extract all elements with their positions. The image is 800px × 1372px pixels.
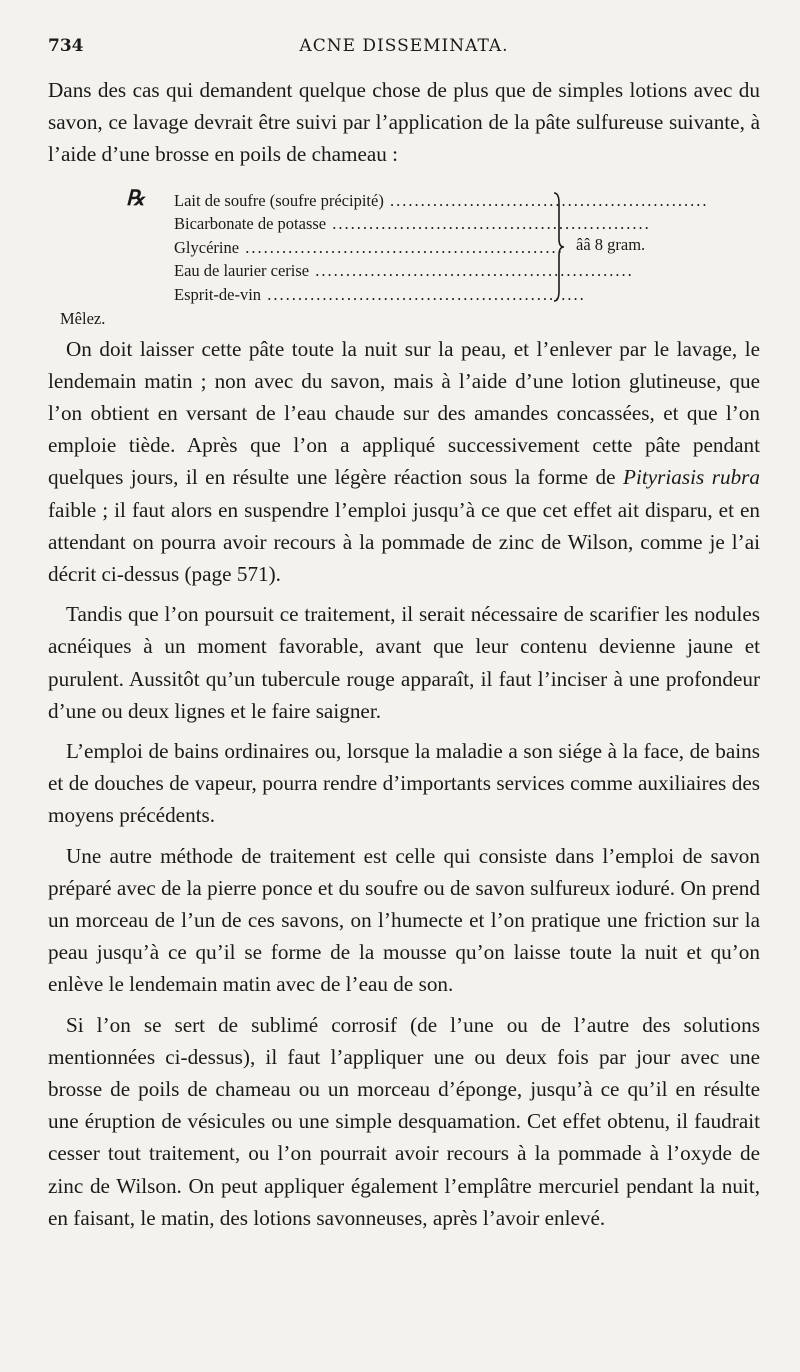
ingredient-item: Eau de laurier cerise .................................................... bbox=[174, 261, 634, 281]
italic-term: Pityriasis rubra bbox=[623, 465, 761, 490]
intro-paragraph: Dans des cas qui demandent quelque chose de plus que de simples lotions avec du savon, ce lavage devrait être suivi par l’application de la pâte sulfureuse suivante, à l’aide d’une brosse en poils de chameau : bbox=[48, 78, 760, 167]
page-number: 734 bbox=[48, 36, 84, 56]
paragraph: Si l’on se sert de sublimé corrosif (de l’une ou de l’autre des solutions mentionnées ci-dessus), il faut l’appliquer une ou deux fois par jour avec une brosse de poils de chameau ou un morceau d’éponge, jusqu’à ce qu’il en résulte une éruption de vésicules ou une simple desquamation. Cet effet obtenu, il faudrait cesser tout traitement, ou l’on pourrait avoir recours à la pommade à l’oxyde de zinc de Wilson. On peut appliquer également l’emplâtre mercuriel pendant la nuit, en faisant, le matin, des lotions savonneuses, après l’avoir enlevé. bbox=[48, 1012, 760, 1230]
recipe-dose: ââ 8 gram. bbox=[576, 234, 646, 254]
ingredient-item: Lait de soufre (soufre précipité) .................................................... bbox=[174, 190, 709, 210]
recipe-instruction: Mêlez. bbox=[60, 308, 106, 328]
paragraph: Une autre méthode de traitement est celle qui consiste dans l’emploi de savon préparé avec de la pierre ponce et du soufre ou de savon sulfureux ioduré. On prend un morceau de l’un de ces savons, on l’humecte et l’on pratique une friction sur la peau jusqu’à ce qu’il se forme de la mousse qu’on laisse toute la nuit et qu’on enlève le lendemain matin avec de l’eau de son. bbox=[48, 843, 760, 997]
paragraph: On doit laisser cette pâte toute la nuit sur la peau, et l’enlever par le lavage, le lendemain matin ; non avec du savon, mais à l’aide d’une lotion glutineuse, que l’on obtient en versant de l’eau chaude sur des amandes concassées, et que l’on emploie tiède. Après que l’on a appliqué successivement cette pâte pendant quelques jours, il en résulte une légère réaction sous la forme de Pityriasis rubra faible ; il faut alors en suspendre l’emploi jusqu’à ce que cet effet ait disparu, et en attendant on pourra avoir recours à la pommade de zinc de Wilson, comme je l’ai décrit ci-dessus (page 571). bbox=[48, 336, 761, 587]
ingredient-item: Esprit-de-vin .................................................... bbox=[174, 284, 586, 304]
recipe-symbol: ℞ bbox=[126, 184, 145, 210]
running-title: ACNE DISSEMINATA. bbox=[299, 36, 509, 56]
body-text bbox=[48, 74, 760, 1234]
ingredient-item: Bicarbonate de potasse .................................................... bbox=[174, 214, 651, 234]
brace-icon bbox=[552, 191, 566, 303]
page-header bbox=[48, 36, 760, 60]
paragraph: Tandis que l’on poursuit ce traitement, il serait nécessaire de scarifier les nodules acnéiques à un moment favorable, avant que leur contenu devienne jaune et purulent. Aussitôt qu’un tubercule rouge apparaît, il faut l’inciser à une profondeur d’une ou deux lignes et le faire saigner. bbox=[48, 602, 760, 723]
ingredient-item: Glycérine .................................................... bbox=[174, 237, 564, 257]
paragraph: L’emploi de bains ordinaires ou, lorsque la maladie a son siége à la face, de bains et de douches de vapeur, pourra rendre d’importants services comme auxiliaires des moyens précédents. bbox=[48, 739, 760, 828]
recipe-block bbox=[48, 185, 760, 333]
